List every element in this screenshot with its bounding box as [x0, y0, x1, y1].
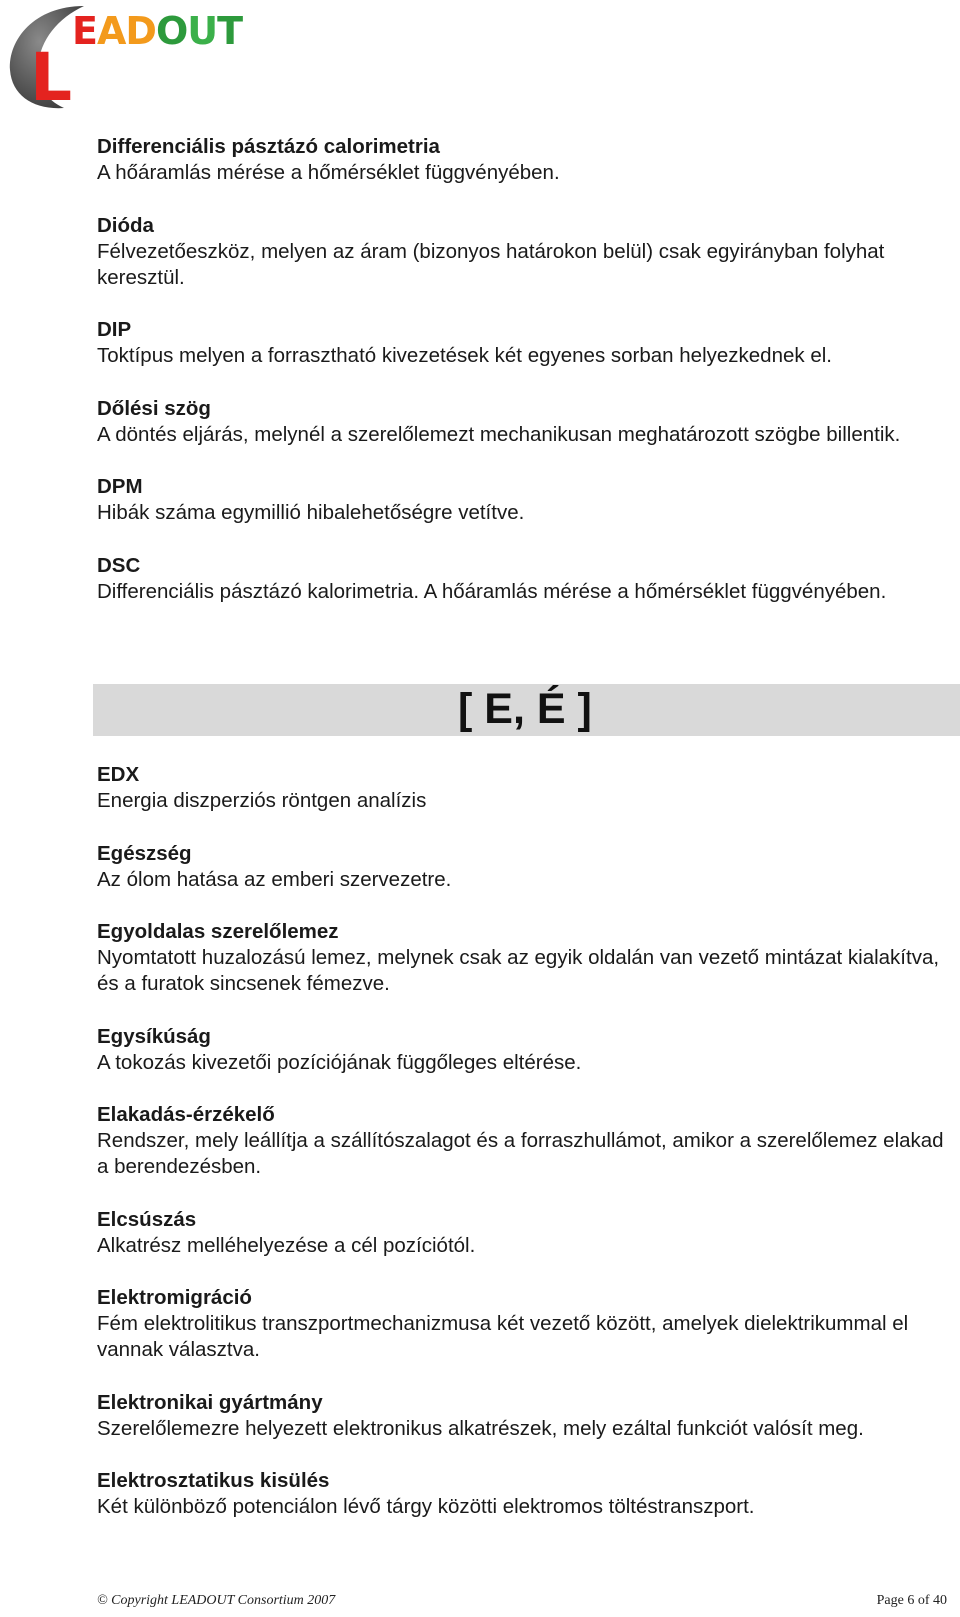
glossary-entry	[97, 1102, 947, 1180]
entry-term: Elcsúszás	[97, 1207, 197, 1231]
logo-letter: L	[30, 39, 73, 112]
entry-definition: Alkatrész melléhelyezése a cél pozíciótól.	[97, 1233, 476, 1257]
glossary-entry	[97, 134, 947, 186]
glossary-entry	[97, 213, 947, 291]
entry-definition: Szerelőlemezre helyezett elektronikus alkatrészek, mely ezáltal funkciót valósít meg.	[97, 1416, 864, 1440]
entry-term: Dióda	[97, 213, 154, 237]
entry-term: Elektrosztatikus kisülés	[97, 1469, 330, 1492]
entry-definition: Differenciális pásztázó kalorimetria. A hőáramlás mérése a hőmérséklet függvényében.	[97, 579, 887, 603]
entry-term: DSC	[97, 553, 141, 577]
glossary-entry	[97, 396, 947, 448]
leadout-logo	[6, 0, 256, 112]
entry-definition: Toktípus melyen a forrasztható kivezetések két egyenes sorban helyezkednek el.	[97, 344, 832, 367]
entry-definition: Fém elektrolitikus transzportmechanizmusa két vezető között, amelyek dielektrikummal el vannak választva.	[97, 1312, 909, 1361]
glossary-section-d	[97, 134, 947, 631]
entry-term: Egysíkúság	[97, 1024, 211, 1048]
entry-definition: Energia diszperziós röntgen analízis	[97, 789, 427, 812]
entry-definition: Félvezetőeszköz, melyen az áram (bizonyos határokon belül) csak egyirányban folyhat keresztül.	[97, 239, 885, 289]
entry-term: EDX	[97, 763, 140, 786]
glossary-entry	[97, 841, 947, 893]
entry-definition: A hőáramlás mérése a hőmérséklet függvényében.	[97, 161, 560, 184]
entry-term: DIP	[97, 318, 132, 341]
glossary-entry	[97, 317, 947, 369]
entry-term: Elakadás-érzékelő	[97, 1103, 275, 1126]
entry-term: DPM	[97, 475, 143, 498]
entry-definition: A tokozás kivezetői pozíciójának függőleges eltérése.	[97, 1050, 582, 1074]
entry-term: Elektromigráció	[97, 1286, 252, 1309]
glossary-entry	[97, 762, 947, 814]
entry-term: Egyoldalas szerelőlemez	[97, 920, 339, 943]
footer-page-number: Page 6 of 40	[876, 1593, 947, 1608]
entry-definition: Az ólom hatása az emberi szervezetre.	[97, 867, 452, 891]
entry-definition: Rendszer, mely leállítja a szállítószalagot és a forraszhullámot, amikor a szerelőlemez elakad a berendezésben.	[97, 1129, 944, 1178]
entry-definition: Nyomtatott huzalozású lemez, melynek csak az egyik oldalán van vezető mintázat kialakítva, és a furatok sincsenek fémezve.	[97, 946, 940, 995]
footer-copyright: © Copyright LEADOUT Consortium 2007	[97, 1593, 336, 1608]
glossary-entry	[97, 1468, 947, 1520]
entry-definition: Hibák száma egymillió hibalehetőségre vetítve.	[97, 501, 525, 524]
glossary-entry	[97, 1207, 947, 1259]
glossary-entry	[97, 1390, 947, 1442]
glossary-entry	[97, 919, 947, 997]
section-header-label: [ E, É ]	[458, 685, 592, 733]
entry-definition: Két különböző potenciálon lévő tárgy közötti elektromos töltéstranszport.	[97, 1495, 755, 1518]
glossary-entry	[97, 1285, 947, 1363]
logo-wordmark: EADOUT	[72, 9, 243, 53]
entry-term: Elektronikai gyártmány	[97, 1390, 323, 1414]
entry-term: Differenciális pásztázó calorimetria	[97, 135, 440, 158]
glossary-entry	[97, 1024, 947, 1076]
glossary-section-e	[97, 762, 947, 1547]
entry-term: Dőlési szög	[97, 396, 211, 420]
glossary-entry	[97, 553, 947, 605]
glossary-entry	[97, 474, 947, 526]
entry-definition: A döntés eljárás, melynél a szerelőlemezt mechanikusan meghatározott szögbe billentik.	[97, 422, 901, 446]
entry-term: Egészség	[97, 841, 192, 865]
